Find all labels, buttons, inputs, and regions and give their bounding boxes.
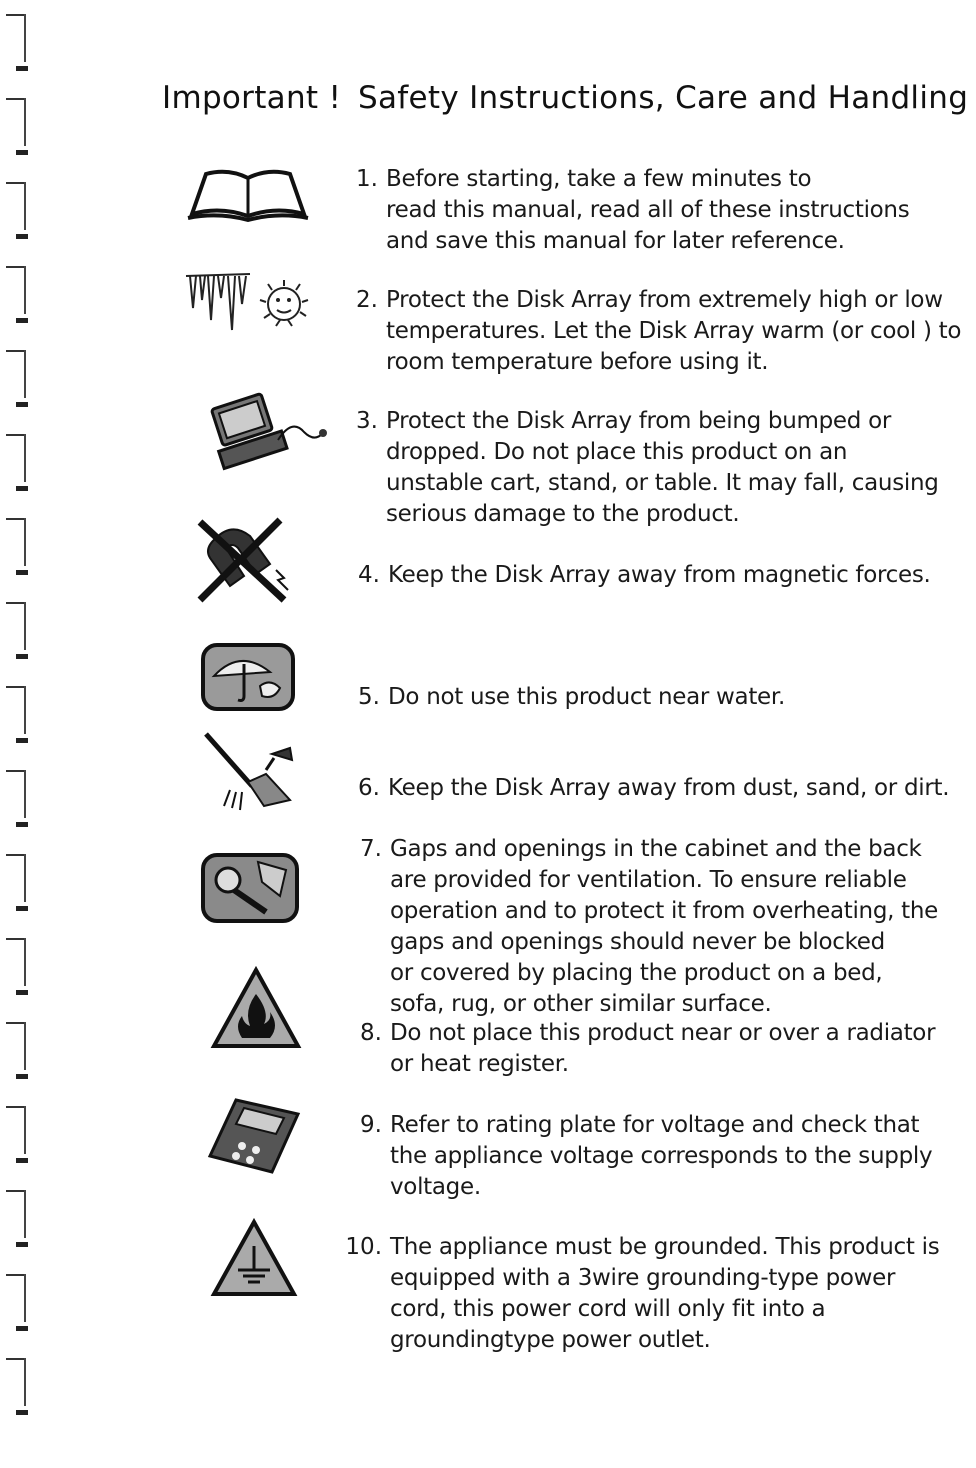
item-text-line: Keep the Disk Array away from dust, sand, or dirt. <box>388 775 950 801</box>
item-text-line: Protect the Disk Array from extremely high or low <box>386 287 943 313</box>
item-text-line: or covered by placing the product on a bed, <box>390 960 883 986</box>
item-text-line: groundingtype power outlet. <box>390 1327 711 1353</box>
broom-dustpan-icon <box>200 730 304 812</box>
item-text-line: Do not place this product near or over a radiator <box>390 1020 936 1046</box>
item-text-line: unstable cart, stand, or table. It may fall, causing <box>386 470 939 496</box>
binding-mark <box>6 434 28 492</box>
item-text-line: temperatures. Let the Disk Array warm (or cool ) to <box>386 318 962 344</box>
binding-mark <box>6 770 28 828</box>
open-book-icon <box>186 166 310 222</box>
item-text-line: or heat register. <box>390 1051 569 1077</box>
binding-mark <box>6 182 28 240</box>
umbrella-water-icon <box>200 642 296 712</box>
item-number: 1. <box>356 166 378 192</box>
binding-mark <box>6 1022 28 1080</box>
binding-mark <box>6 938 28 996</box>
item-text-line: operation and to protect it from overheating, the <box>390 898 939 924</box>
item-text-line: voltage. <box>390 1174 481 1200</box>
item-text-line: room temperature before using it. <box>386 349 769 375</box>
item-number: 8. <box>360 1020 382 1046</box>
icicles-and-sun-icon <box>184 270 320 334</box>
item-text-line: Gaps and openings in the cabinet and the back <box>390 836 922 862</box>
item-text-line: Keep the Disk Array away from magnetic forces. <box>388 562 931 588</box>
binding-mark <box>6 1106 28 1164</box>
binding-mark <box>6 1274 28 1332</box>
item-text-line: and save this manual for later reference. <box>386 228 845 254</box>
item-text-line: equipped with a 3wire grounding-type power <box>390 1265 896 1291</box>
item-number: 10. <box>345 1234 382 1260</box>
spiral-binding <box>0 0 40 1468</box>
item-text-line: are provided for ventilation. To ensure reliable <box>390 867 907 893</box>
section-title: Safety Instructions, Care and Handling <box>358 80 969 116</box>
item-number: 4. <box>358 562 380 588</box>
item-text-line: read this manual, read all of these instructions <box>386 197 910 223</box>
item-number: 7. <box>360 836 382 862</box>
item-number: 5. <box>358 684 380 710</box>
binding-mark <box>6 602 28 660</box>
item-text-line: The appliance must be grounded. This product is <box>390 1234 940 1260</box>
binding-mark <box>6 1190 28 1248</box>
item-number: 6. <box>358 775 380 801</box>
binding-mark <box>6 686 28 744</box>
voltage-meter-icon <box>206 1096 302 1176</box>
item-number: 3. <box>356 408 378 434</box>
item-text-line: dropped. Do not place this product on an <box>386 439 848 465</box>
item-number: 9. <box>360 1112 382 1138</box>
item-text-line: cord, this power cord will only fit into a <box>390 1296 826 1322</box>
item-text-line: the appliance voltage corresponds to the supply <box>390 1143 933 1169</box>
item-text-line: Protect the Disk Array from being bumped or <box>386 408 891 434</box>
binding-mark <box>6 350 28 408</box>
fire-warning-icon <box>210 966 302 1050</box>
item-text-line: Do not use this product near water. <box>388 684 785 710</box>
binding-mark <box>6 98 28 156</box>
item-text-line: gaps and openings should never be blocked <box>390 929 885 955</box>
item-text-line: Refer to rating plate for voltage and check that <box>390 1112 920 1138</box>
binding-mark <box>6 266 28 324</box>
binding-mark <box>6 854 28 912</box>
item-text-line: Before starting, take a few minutes to <box>386 166 812 192</box>
binding-mark <box>6 14 28 72</box>
item-text-line: serious damage to the product. <box>386 501 740 527</box>
page-title <box>162 80 969 116</box>
item-text-line: sofa, rug, or other similar surface. <box>390 991 772 1017</box>
no-magnet-icon <box>192 512 304 608</box>
ventilation-thermometer-icon <box>200 852 300 924</box>
ground-warning-icon <box>210 1218 298 1298</box>
binding-mark <box>6 1358 28 1416</box>
important-label: Important ! <box>162 80 342 116</box>
falling-computer-icon <box>206 392 330 472</box>
binding-mark <box>6 518 28 576</box>
item-number: 2. <box>356 287 378 313</box>
